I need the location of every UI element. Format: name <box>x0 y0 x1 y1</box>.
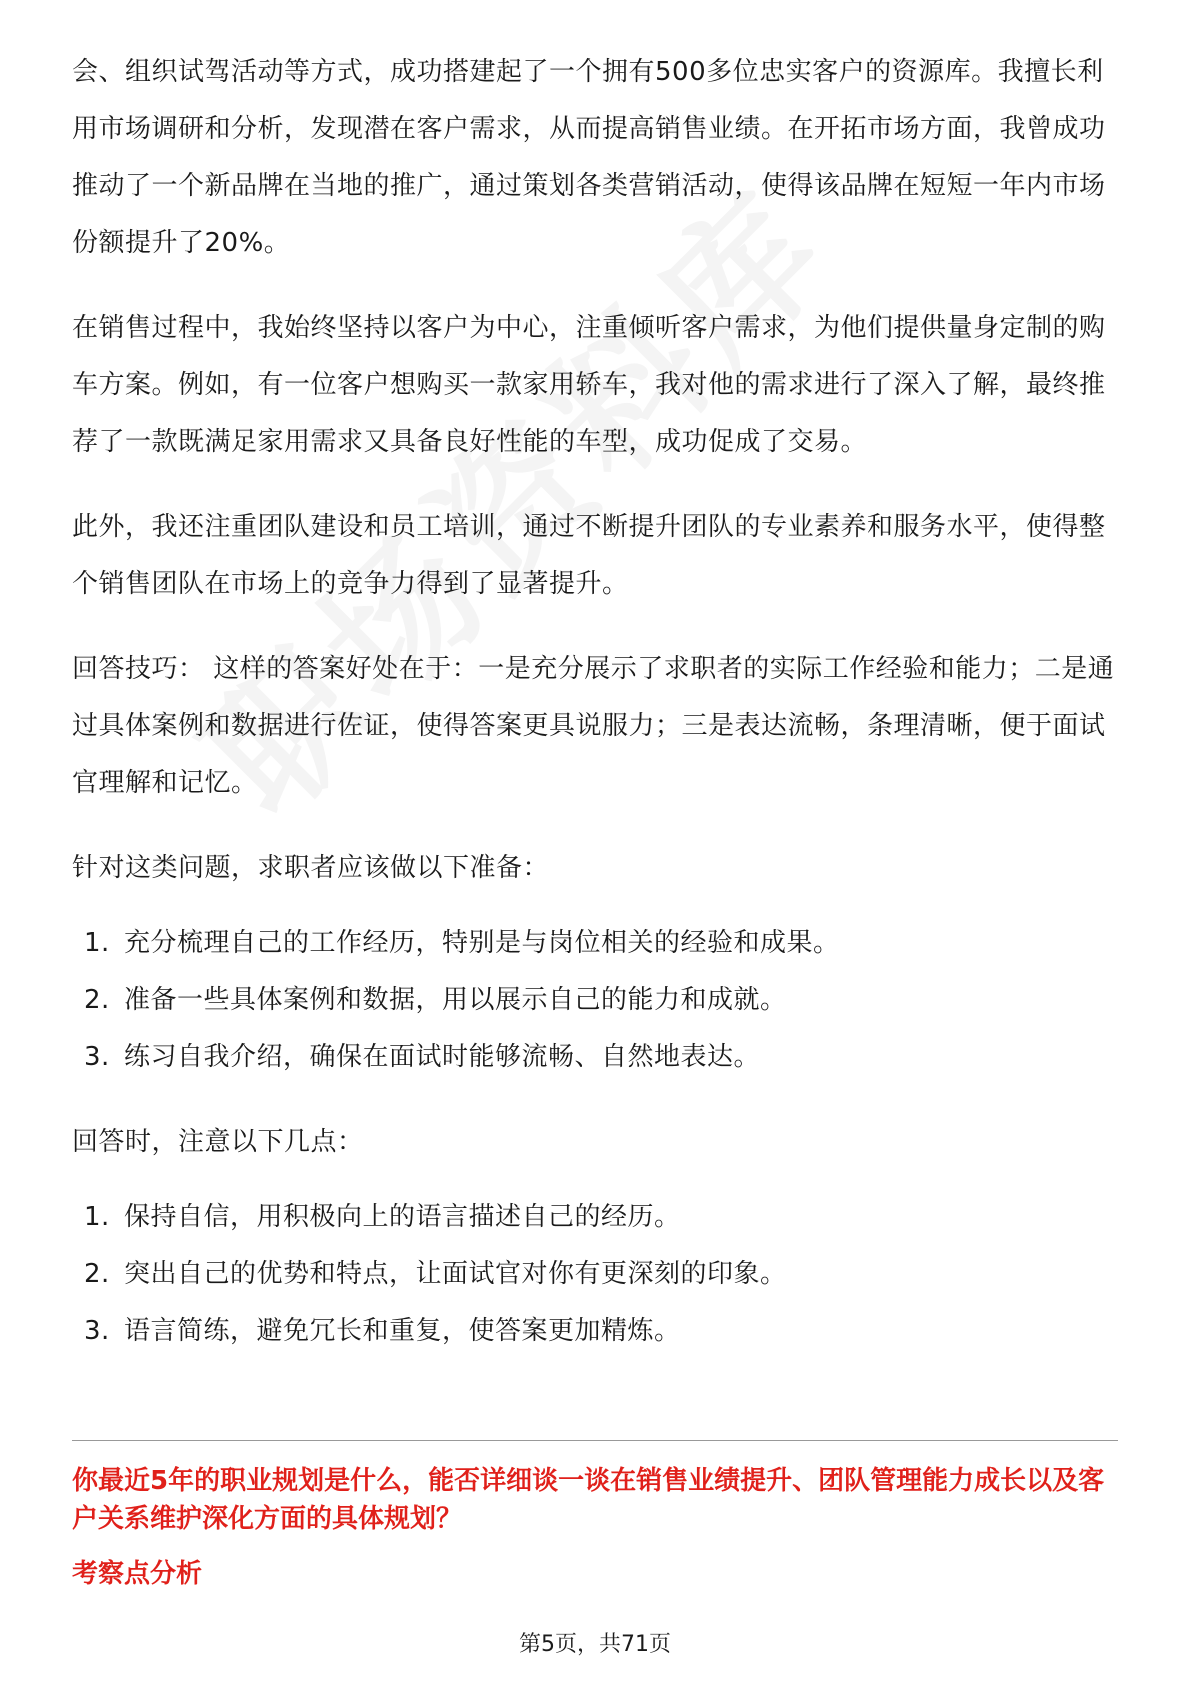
paragraph: 在销售过程中，我始终坚持以客户为中心，注重倾听客户需求，为他们提供量身定制的购车方案。例如，有一位客户想购买一款家用轿车，我对他的需求进行了深入了解，最终推荐了一款既满足家用需求又具备良好性能的车型，成功促成了交易。 <box>72 313 1106 457</box>
list-number: 2. <box>84 1259 110 1289</box>
document-body <box>72 44 1118 1388</box>
list-number: 1. <box>84 1202 110 1232</box>
list-item <box>72 915 1118 972</box>
list-text: 准备一些具体案例和数据，用以展示自己的能力和成就。 <box>124 985 787 1015</box>
list-text: 语言简练，避免冗长和重复，使答案更加精炼。 <box>124 1316 681 1346</box>
list-text: 充分梳理自己的工作经历，特别是与岗位相关的经验和成果。 <box>124 928 840 958</box>
question-heading: 你最近5年的职业规划是什么，能否详细谈一谈在销售业绩提升、团队管理能力成长以及客户关系维护深化方面的具体规划？ <box>72 1466 1105 1534</box>
list-number: 3. <box>84 1316 110 1346</box>
answer-list <box>72 1189 1118 1360</box>
list-text: 保持自信，用积极向上的语言描述自己的经历。 <box>124 1202 681 1232</box>
paragraph: 针对这类问题，求职者应该做以下准备： <box>72 853 550 883</box>
paragraph: 会、组织试驾活动等方式，成功搭建起了一个拥有500多位忠实客户的资源库。我擅长利用市场调研和分析，发现潜在客户需求，从而提高销售业绩。在开拓市场方面，我曾成功推动了一个新品牌在当地的推广，通过策划各类营销活动，使得该品牌在短短一年内市场份额提升了20%。 <box>72 57 1106 258</box>
list-item <box>72 1189 1118 1246</box>
list-number: 2. <box>84 985 110 1015</box>
list-item <box>72 1303 1118 1360</box>
list-text: 练习自我介绍，确保在面试时能够流畅、自然地表达。 <box>124 1042 761 1072</box>
paragraph: 此外，我还注重团队建设和员工培训，通过不断提升团队的专业素养和服务水平，使得整个销售团队在市场上的竞争力得到了显著提升。 <box>72 512 1106 599</box>
section-divider <box>72 1440 1118 1441</box>
list-item <box>72 1246 1118 1303</box>
answer-intro: 回答时，注意以下几点： <box>72 1127 364 1157</box>
list-text: 突出自己的优势和特点，让面试官对你有更深刻的印象。 <box>124 1259 787 1289</box>
paragraph: 回答技巧： 这样的答案好处在于：一是充分展示了求职者的实际工作经验和能力；二是通过具体案例和数据进行佐证，使得答案更具说服力；三是表达流畅，条理清晰，便于面试官理解和记忆。 <box>72 654 1115 798</box>
list-number: 3. <box>84 1042 110 1072</box>
list-item <box>72 972 1118 1029</box>
page-number: 第5页，共71页 <box>519 1632 671 1657</box>
analysis-subheading: 考察点分析 <box>72 1559 203 1589</box>
list-number: 1. <box>84 928 110 958</box>
list-item <box>72 1029 1118 1086</box>
prep-list <box>72 915 1118 1086</box>
